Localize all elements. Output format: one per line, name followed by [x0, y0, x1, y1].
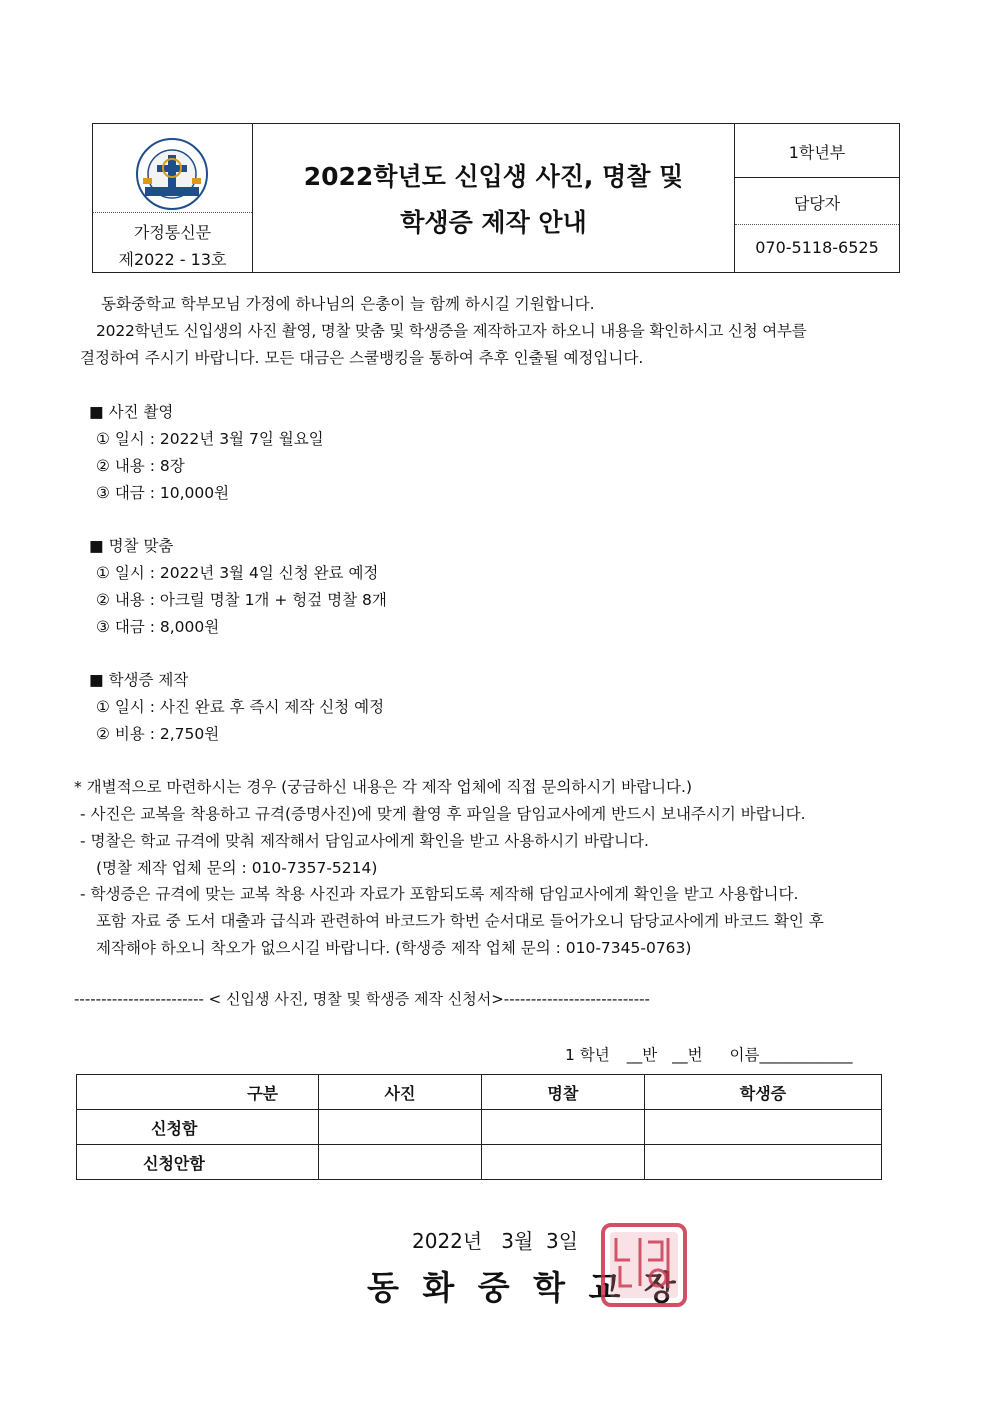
section-photo-heading: ■ 사진 촬영	[89, 403, 174, 421]
decline-idcard-cell[interactable]	[644, 1145, 881, 1180]
intro-body-2: 결정하여 주시기 바랍니다. 모든 대금은 스쿨뱅킹을 통하여 추후 인출될 예정입니다.	[80, 349, 644, 367]
contact-phone: 070-5118-6525	[755, 238, 879, 257]
header-right-divider	[735, 177, 899, 178]
note-photo: - 사진은 교복을 착용하고 규격(증명사진)에 맞게 촬영 후 파일을 담임교사에게 반드시 보내주시기 바랍니다.	[80, 805, 806, 823]
row-decline-label: 신청안함	[77, 1145, 319, 1180]
table-header-row	[77, 1075, 882, 1110]
note-nametag-contact: (명찰 제작 업체 문의 : 010-7357-5214)	[96, 859, 378, 877]
title-line-1: 2022학년도 신입생 사진, 명찰 및	[303, 162, 684, 191]
intro-greeting: 동화중학교 학부모님 가정에 하나님의 은총이 늘 함께 하시길 기원합니다.	[101, 295, 595, 313]
number-field[interactable]: __번	[672, 1046, 703, 1064]
application-table	[76, 1074, 882, 1180]
title-line-2: 학생증 제작 안내	[400, 208, 587, 237]
note-nametag: - 명찰은 학교 규격에 맞춰 제작해서 담임교사에게 확인을 받고 사용하시기 바랍니다.	[80, 832, 649, 850]
section-nametag-heading: ■ 명찰 맞춤	[89, 537, 174, 555]
col-photo: 사진	[319, 1075, 482, 1110]
cut-line: ------------------------ < 신입생 사진, 명찰 및 학생증 제작 신청서>---------------------------	[74, 990, 650, 1008]
header-right-cell	[734, 124, 899, 272]
department: 1학년부	[788, 143, 846, 162]
section-idcard-heading: ■ 학생증 제작	[89, 671, 189, 689]
header-left-cell	[93, 124, 253, 272]
col-idcard: 학생증	[644, 1075, 881, 1110]
class-field[interactable]: __반	[626, 1046, 658, 1064]
contact-label: 담당자	[793, 194, 841, 213]
apply-idcard-cell[interactable]	[644, 1110, 881, 1145]
note-star: * 개별적으로 마련하시는 경우 (궁금하신 내용은 각 제작 업체에 직접 문의하시기 바랍니다.)	[74, 778, 692, 796]
page-title	[253, 154, 734, 246]
header-left-divider	[93, 212, 252, 213]
signer-name: 동 화 중 학 교 장	[367, 1268, 682, 1307]
section-nametag-item: ② 내용 : 아크릴 명찰 1개 + 헝겊 명찰 8개	[96, 591, 387, 609]
col-nametag: 명찰	[481, 1075, 644, 1110]
decline-photo-cell[interactable]	[319, 1145, 482, 1180]
apply-photo-cell[interactable]	[319, 1110, 482, 1145]
section-idcard-item: ① 일시 : 사진 완료 후 즉시 제작 신청 예정	[96, 698, 385, 716]
name-field[interactable]: ____________	[759, 1046, 853, 1064]
intro-body-1: 2022학년도 신입생의 사진 촬영, 명찰 맞춤 및 학생증을 제작하고자 하오니 내용을 확인하시고 신청 여부를	[96, 322, 807, 340]
section-photo-item: ② 내용 : 8장	[96, 457, 185, 475]
section-photo-item: ① 일시 : 2022년 3월 7일 월요일	[96, 430, 324, 448]
student-info-line	[565, 1043, 852, 1065]
header-right-dotted	[735, 224, 899, 225]
note-idcard-2: 포함 자료 중 도서 대출과 급식과 관련하여 바코드가 학번 순서대로 들어가오니 담당교사에게 바코드 확인 후	[96, 912, 824, 930]
note-idcard-3: 제작해야 하오니 착오가 없으시길 바랍니다. (학생증 제작 업체 문의 : 010-7345-0763)	[96, 939, 692, 957]
section-nametag-item: ① 일시 : 2022년 3월 4일 신청 완료 예정	[96, 564, 379, 582]
table-row	[77, 1110, 882, 1145]
doc-type: 가정통신문	[133, 223, 212, 242]
decline-nametag-cell[interactable]	[481, 1145, 644, 1180]
name-label: 이름	[729, 1046, 760, 1064]
section-idcard-item: ② 비용 : 2,750원	[96, 725, 220, 743]
row-apply-label: 신청함	[77, 1110, 319, 1145]
section-photo-item: ③ 대금 : 10,000원	[96, 484, 230, 502]
header-box	[92, 123, 900, 273]
school-seal-stamp-icon	[600, 1222, 688, 1308]
note-idcard: - 학생증은 규격에 맞는 교복 착용 사진과 자료가 포함되도록 제작해 담임교사에게 확인을 받고 사용합니다.	[80, 885, 799, 903]
school-logo-icon	[135, 137, 209, 211]
doc-number: 제2022 - 13호	[118, 250, 227, 269]
issue-date: 2022년 3월 3일	[412, 1229, 579, 1253]
section-nametag-item: ③ 대금 : 8,000원	[96, 618, 220, 636]
grade-label: 1 학년	[565, 1046, 610, 1064]
col-category: 구분	[77, 1075, 319, 1110]
apply-nametag-cell[interactable]	[481, 1110, 644, 1145]
table-row	[77, 1145, 882, 1180]
